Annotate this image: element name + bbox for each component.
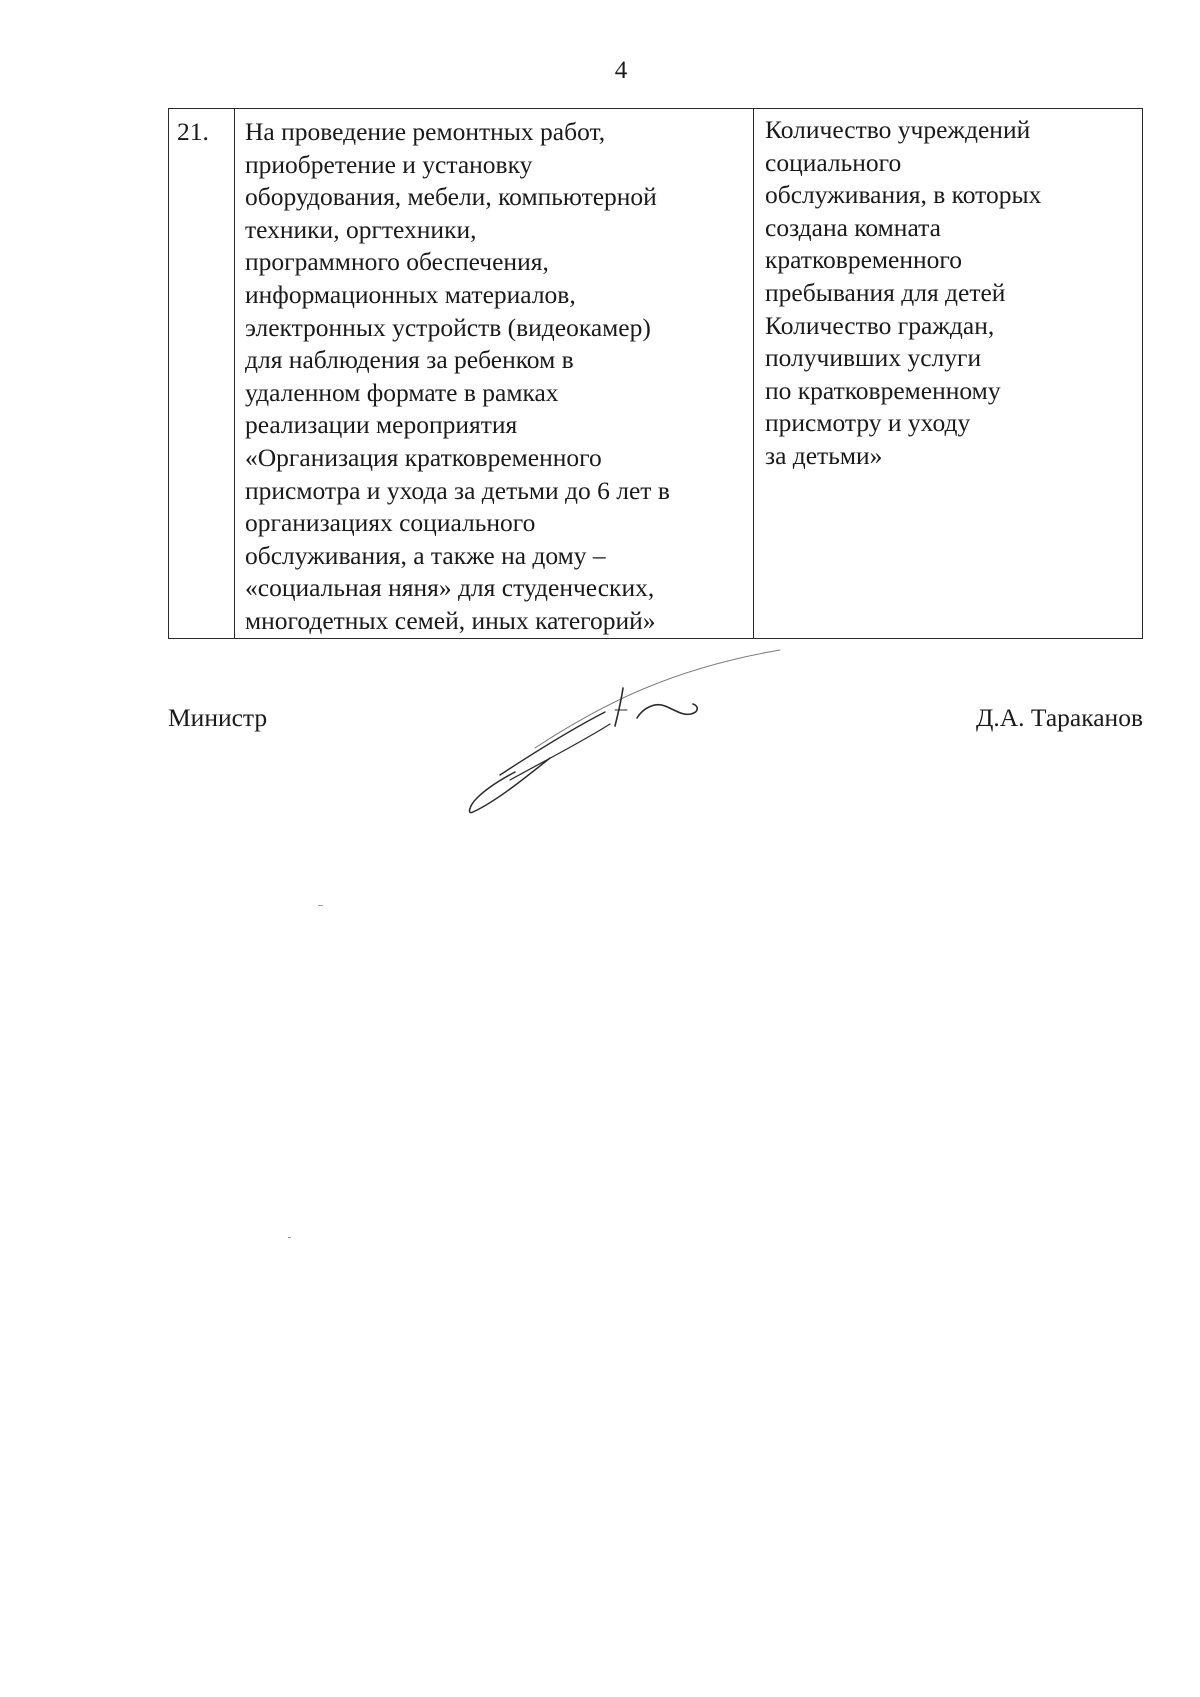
indicator-line: социального xyxy=(765,147,902,177)
description-line: удаленном формате в рамках xyxy=(245,377,559,407)
indicator-line: кратковременного xyxy=(765,245,962,275)
signer-name: Д.А. Тараканов xyxy=(975,703,1143,732)
row-number-cell xyxy=(169,109,235,639)
description-line: электронных устройств (видеокамер) xyxy=(245,312,651,342)
row-number: 21. xyxy=(177,117,209,146)
description-line: обслуживания, а также на дому – xyxy=(245,540,606,570)
description-line: организациях социального xyxy=(245,508,536,538)
description-line: многодетных семей, иных категорий» xyxy=(245,605,656,635)
indicator-line: получивших услуги xyxy=(765,343,982,373)
description-line: для наблюдения за ребенком в xyxy=(245,345,574,375)
page-number: 4 xyxy=(614,57,628,84)
description-line: присмотра и ухода за детьми до 6 лет в xyxy=(245,475,670,505)
indicator-line: по кратковременному xyxy=(765,375,1001,405)
description-line: техники, оргтехники, xyxy=(245,214,477,244)
indicator-line: Количество граждан, xyxy=(765,310,995,340)
indicator-line: обслуживания, в которых xyxy=(765,180,1042,210)
indicator-cell xyxy=(754,109,1143,639)
description-line: программного обеспечения, xyxy=(245,247,549,277)
scan-speck xyxy=(318,905,323,906)
indicator-line: пребывания для детей xyxy=(765,277,1006,307)
description-line: информационных материалов, xyxy=(245,279,576,309)
description-cell xyxy=(235,109,754,639)
measures-table xyxy=(168,108,1143,639)
indicator-line: присмотру и уходу xyxy=(765,408,971,438)
description-line: оборудования, мебели, компьютерной xyxy=(245,182,657,212)
description-line: приобретение и установку xyxy=(245,149,533,179)
indicator-line: Количество учреждений xyxy=(765,115,1031,144)
indicator-line: создана комната xyxy=(765,212,941,242)
description-line: реализации мероприятия xyxy=(245,410,518,440)
signer-title: Министр xyxy=(168,703,268,732)
description-line: На проведение ремонтных работ, xyxy=(245,117,606,146)
table-row xyxy=(169,109,1143,639)
description-line: «социальная няня» для студенческих, xyxy=(245,573,655,603)
scan-speck xyxy=(288,1237,291,1238)
indicator-line: за детьми» xyxy=(765,440,883,470)
handwritten-signature xyxy=(455,640,795,830)
description-line: «Организация кратковременного xyxy=(245,442,602,472)
